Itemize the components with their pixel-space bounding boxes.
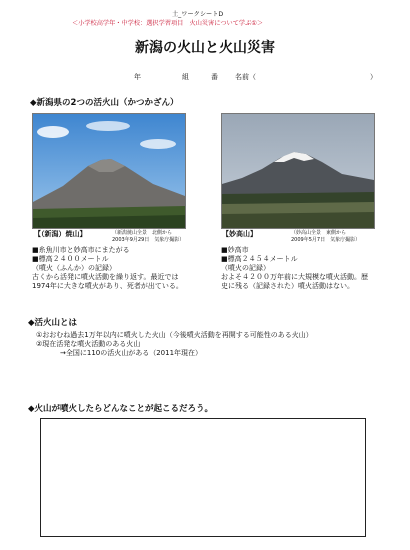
yakeyama-credit-2: 2003年9月29日 気象庁撮影）: [112, 237, 185, 243]
yakeyama-credit-1: （新潟焼山全景 北側から: [112, 230, 173, 236]
myokosan-photo-image: [222, 114, 374, 228]
name-label: 名前（: [235, 73, 256, 81]
answer-box[interactable]: [40, 418, 366, 537]
section3-heading: ◆火山が噴火したらどんなことが起こるだろう。: [28, 404, 214, 414]
desc-line: 史に残る（記録された）噴火活動はない。: [221, 282, 354, 290]
definition-line-1: ①おおむね過去1万年以内に噴火した火山（今後噴火活動を再開する可能性のある火山）: [36, 331, 313, 339]
myokosan-label: 【妙高山】: [222, 230, 257, 238]
desc-line: 古くから活発に噴火活動を繰り返す。最近では: [32, 273, 179, 281]
desc-line: およそ４２００万年前に大規模な噴火活動。歴: [221, 273, 368, 281]
section1-heading: ◆新潟県の2つの活火山（かつかざん）: [30, 98, 179, 108]
desc-line: ■標高２４５４メートル: [221, 255, 298, 263]
myokosan-description: [221, 246, 368, 291]
number-label: 番: [211, 73, 218, 81]
class-label: 組: [182, 73, 189, 81]
sheet-id: 土_ワークシートD: [172, 11, 224, 18]
yakeyama-label: 【（新潟）焼山】: [34, 230, 87, 238]
definition-line-2: ②現在活発な噴火活動のある火山: [36, 340, 141, 348]
name-line: [0, 73, 410, 83]
desc-line: 1974年に大きな噴火があり、死者が出ている。: [32, 282, 183, 290]
yakeyama-description: [32, 246, 183, 291]
definition-line-3: →全国に110の活火山がある（2011年現在）: [60, 349, 203, 357]
subtitle: ＜小学校高学年・中学校：選択学習項目 火山災害について学ぶ①＞: [72, 20, 264, 27]
yakeyama-photo: [32, 113, 186, 229]
desc-line: ■糸魚川市と妙高市にまたがる: [32, 246, 130, 254]
desc-line: （噴火の記録）: [221, 264, 270, 272]
year-label: 年: [134, 73, 141, 81]
desc-line: ■妙高市: [221, 246, 249, 254]
name-close: ）: [370, 73, 377, 81]
desc-line: ■標高２４００メートル: [32, 255, 109, 263]
myokosan-photo: [221, 113, 375, 229]
desc-line: （噴火（ふんか）の記録）: [32, 264, 116, 272]
page-title: 新潟の火山と火山災害: [135, 40, 275, 56]
yakeyama-photo-image: [33, 114, 185, 228]
myokosan-credit-1: （妙高山全景 東側から: [291, 230, 347, 236]
myokosan-credit-2: 2009年5月7日 気象庁撮影）: [291, 237, 361, 243]
section2-heading: ◆活火山とは: [28, 318, 78, 328]
